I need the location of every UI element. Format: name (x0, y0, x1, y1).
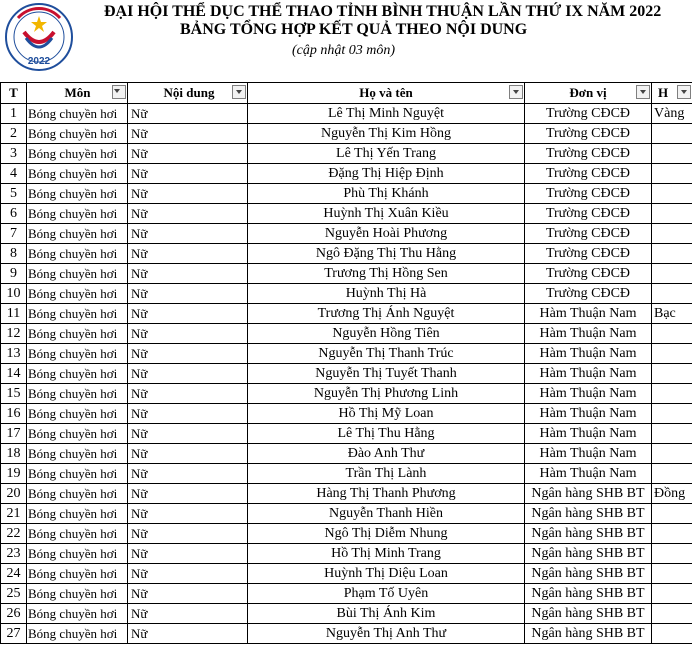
cell-stt[interactable]: 26 (1, 604, 27, 624)
cell-noi-dung[interactable]: Nữ (128, 504, 248, 524)
cell-stt[interactable]: 22 (1, 524, 27, 544)
cell-noi-dung[interactable]: Nữ (128, 104, 248, 124)
cell-noi-dung[interactable]: Nữ (128, 484, 248, 504)
table-row[interactable] (1, 384, 692, 404)
cell-noi-dung[interactable]: Nữ (128, 424, 248, 444)
cell-don-vi[interactable]: Hàm Thuận Nam (525, 404, 652, 424)
cell-don-vi[interactable]: Ngân hàng SHB BT (525, 564, 652, 584)
table-row[interactable] (1, 624, 692, 644)
table-row[interactable] (1, 564, 692, 584)
cell-don-vi[interactable]: Trường CĐCĐ (525, 144, 652, 164)
cell-noi-dung[interactable]: Nữ (128, 304, 248, 324)
cell-noi-dung[interactable]: Nữ (128, 284, 248, 304)
cell-noi-dung[interactable]: Nữ (128, 204, 248, 224)
cell-noi-dung[interactable]: Nữ (128, 224, 248, 244)
cell-mon[interactable]: Bóng chuyền hơi (27, 424, 128, 444)
cell-noi-dung[interactable]: Nữ (128, 464, 248, 484)
cell-stt[interactable]: 24 (1, 564, 27, 584)
cell-mon[interactable]: Bóng chuyền hơi (27, 544, 128, 564)
cell-noi-dung[interactable]: Nữ (128, 564, 248, 584)
cell-mon[interactable]: Bóng chuyền hơi (27, 624, 128, 644)
cell-don-vi[interactable]: Trường CĐCĐ (525, 244, 652, 264)
cell-mon[interactable]: Bóng chuyền hơi (27, 564, 128, 584)
column-header-don-vi[interactable] (525, 83, 652, 104)
table-row[interactable] (1, 344, 692, 364)
column-header-mon[interactable] (27, 83, 128, 104)
cell-huy-chuong[interactable] (652, 184, 692, 204)
cell-ho-ten[interactable]: Phù Thị Khánh (248, 184, 525, 204)
cell-mon[interactable]: Bóng chuyền hơi (27, 604, 128, 624)
results-table (0, 82, 692, 644)
cell-huy-chuong[interactable] (652, 404, 692, 424)
games-logo-icon (4, 2, 74, 72)
table-row[interactable] (1, 104, 692, 124)
cell-don-vi[interactable]: Ngân hàng SHB BT (525, 604, 652, 624)
cell-stt[interactable]: 21 (1, 504, 27, 524)
dropdown-arrow-icon[interactable] (509, 85, 523, 99)
table-row[interactable] (1, 424, 692, 444)
cell-don-vi[interactable]: Hàm Thuận Nam (525, 304, 652, 324)
cell-huy-chuong[interactable] (652, 144, 692, 164)
cell-don-vi[interactable]: Ngân hàng SHB BT (525, 524, 652, 544)
table-row[interactable] (1, 244, 692, 264)
cell-huy-chuong[interactable]: Bạc (652, 304, 692, 324)
cell-don-vi[interactable]: Trường CĐCĐ (525, 224, 652, 244)
cell-noi-dung[interactable]: Nữ (128, 604, 248, 624)
cell-ho-ten[interactable]: Phạm Tố Uyên (248, 584, 525, 604)
cell-noi-dung[interactable]: Nữ (128, 404, 248, 424)
cell-stt[interactable]: 14 (1, 364, 27, 384)
cell-ho-ten[interactable]: Nguyễn Hồng Tiên (248, 324, 525, 344)
cell-don-vi[interactable]: Trường CĐCĐ (525, 184, 652, 204)
cell-noi-dung[interactable]: Nữ (128, 324, 248, 344)
cell-noi-dung[interactable]: Nữ (128, 184, 248, 204)
cell-stt[interactable]: 23 (1, 544, 27, 564)
cell-don-vi[interactable]: Hàm Thuận Nam (525, 444, 652, 464)
table-row[interactable] (1, 464, 692, 484)
cell-mon[interactable]: Bóng chuyền hơi (27, 124, 128, 144)
cell-don-vi[interactable]: Hàm Thuận Nam (525, 324, 652, 344)
cell-don-vi[interactable]: Trường CĐCĐ (525, 284, 652, 304)
cell-noi-dung[interactable]: Nữ (128, 344, 248, 364)
cell-noi-dung[interactable]: Nữ (128, 244, 248, 264)
table-row[interactable] (1, 604, 692, 624)
cell-stt[interactable]: 19 (1, 464, 27, 484)
cell-mon[interactable]: Bóng chuyền hơi (27, 504, 128, 524)
cell-mon[interactable]: Bóng chuyền hơi (27, 104, 128, 124)
column-label: Họ và tên (359, 85, 413, 100)
cell-huy-chuong[interactable] (652, 384, 692, 404)
cell-noi-dung[interactable]: Nữ (128, 144, 248, 164)
cell-don-vi[interactable]: Trường CĐCĐ (525, 264, 652, 284)
cell-ho-ten[interactable]: Trần Thị Lành (248, 464, 525, 484)
cell-don-vi[interactable]: Hàm Thuận Nam (525, 344, 652, 364)
table-row[interactable] (1, 224, 692, 244)
cell-huy-chuong[interactable] (652, 324, 692, 344)
cell-huy-chuong[interactable] (652, 204, 692, 224)
cell-huy-chuong[interactable] (652, 364, 692, 384)
cell-stt[interactable]: 2 (1, 124, 27, 144)
cell-don-vi[interactable]: Ngân hàng SHB BT (525, 544, 652, 564)
cell-huy-chuong[interactable] (652, 464, 692, 484)
table-row[interactable] (1, 504, 692, 524)
cell-mon[interactable]: Bóng chuyền hơi (27, 404, 128, 424)
column-label: H (658, 85, 669, 100)
cell-don-vi[interactable]: Trường CĐCĐ (525, 164, 652, 184)
cell-mon[interactable]: Bóng chuyền hơi (27, 364, 128, 384)
cell-stt[interactable]: 11 (1, 304, 27, 324)
cell-noi-dung[interactable]: Nữ (128, 444, 248, 464)
cell-huy-chuong[interactable] (652, 624, 692, 644)
table-row[interactable] (1, 364, 692, 384)
cell-huy-chuong[interactable] (652, 124, 692, 144)
cell-stt[interactable]: 20 (1, 484, 27, 504)
cell-mon[interactable]: Bóng chuyền hơi (27, 224, 128, 244)
dropdown-arrow-icon[interactable] (636, 85, 650, 99)
table-row[interactable] (1, 264, 692, 284)
cell-huy-chuong[interactable] (652, 584, 692, 604)
cell-noi-dung[interactable]: Nữ (128, 164, 248, 184)
cell-stt[interactable]: 27 (1, 624, 27, 644)
cell-ho-ten[interactable]: Nguyễn Thị Phương Linh (248, 384, 525, 404)
cell-mon[interactable]: Bóng chuyền hơi (27, 144, 128, 164)
cell-mon[interactable]: Bóng chuyền hơi (27, 324, 128, 344)
dropdown-arrow-icon[interactable] (677, 85, 691, 99)
cell-ho-ten[interactable]: Trương Thị Hồng Sen (248, 264, 525, 284)
cell-ho-ten[interactable]: Lê Thị Thu Hằng (248, 424, 525, 444)
cell-huy-chuong[interactable] (652, 344, 692, 364)
filter-active-icon[interactable] (112, 85, 126, 99)
cell-stt[interactable]: 4 (1, 164, 27, 184)
page-subtitle: BẢNG TỔNG HỢP KẾT QUẢ THEO NỘI DUNG (180, 21, 528, 38)
column-label: Nội dung (163, 85, 215, 100)
cell-don-vi[interactable]: Hàm Thuận Nam (525, 464, 652, 484)
cell-mon[interactable]: Bóng chuyền hơi (27, 304, 128, 324)
cell-stt[interactable]: 9 (1, 264, 27, 284)
cell-huy-chuong[interactable] (652, 244, 692, 264)
cell-stt[interactable]: 15 (1, 384, 27, 404)
logo-year: 2022 (27, 56, 51, 67)
cell-huy-chuong[interactable]: Đồng (652, 484, 692, 504)
cell-huy-chuong[interactable] (652, 224, 692, 244)
cell-ho-ten[interactable]: Nguyễn Thị Anh Thư (248, 624, 525, 644)
cell-stt[interactable]: 8 (1, 244, 27, 264)
cell-noi-dung[interactable]: Nữ (128, 544, 248, 564)
cell-ho-ten[interactable]: Huỳnh Thị Diệu Loan (248, 564, 525, 584)
cell-mon[interactable]: Bóng chuyền hơi (27, 464, 128, 484)
cell-stt[interactable]: 10 (1, 284, 27, 304)
cell-don-vi[interactable]: Trường CĐCĐ (525, 124, 652, 144)
column-header-stt[interactable] (1, 83, 27, 104)
cell-stt[interactable]: 16 (1, 404, 27, 424)
table-row[interactable] (1, 444, 692, 464)
cell-stt[interactable]: 13 (1, 344, 27, 364)
cell-mon[interactable]: Bóng chuyền hơi (27, 484, 128, 504)
table-row[interactable] (1, 184, 692, 204)
cell-mon[interactable]: Bóng chuyền hơi (27, 164, 128, 184)
table-row[interactable] (1, 304, 692, 324)
cell-ho-ten[interactable]: Hồ Thị Minh Trang (248, 544, 525, 564)
table-row[interactable] (1, 484, 692, 504)
cell-ho-ten[interactable]: Hồ Thị Mỹ Loan (248, 404, 525, 424)
cell-ho-ten[interactable]: Nguyễn Thanh Hiền (248, 504, 525, 524)
header-row (1, 83, 692, 104)
report-header (0, 0, 692, 82)
cell-noi-dung[interactable]: Nữ (128, 524, 248, 544)
cell-ho-ten[interactable]: Trương Thị Ánh Nguyệt (248, 304, 525, 324)
column-header-noi-dung[interactable] (128, 83, 248, 104)
cell-ho-ten[interactable]: Ngô Đặng Thị Thu Hằng (248, 244, 525, 264)
cell-mon[interactable]: Bóng chuyền hơi (27, 184, 128, 204)
cell-noi-dung[interactable]: Nữ (128, 584, 248, 604)
cell-ho-ten[interactable]: Nguyễn Thị Kim Hồng (248, 124, 525, 144)
cell-ho-ten[interactable]: Ngô Thị Diễm Nhung (248, 524, 525, 544)
cell-huy-chuong[interactable] (652, 424, 692, 444)
cell-ho-ten[interactable]: Hàng Thị Thanh Phương (248, 484, 525, 504)
table-row[interactable] (1, 524, 692, 544)
cell-huy-chuong[interactable] (652, 284, 692, 304)
table-row[interactable] (1, 324, 692, 344)
cell-huy-chuong[interactable] (652, 264, 692, 284)
cell-noi-dung[interactable]: Nữ (128, 624, 248, 644)
cell-stt[interactable]: 17 (1, 424, 27, 444)
cell-mon[interactable]: Bóng chuyền hơi (27, 384, 128, 404)
cell-don-vi[interactable]: Trường CĐCĐ (525, 104, 652, 124)
cell-ho-ten[interactable]: Huỳnh Thị Xuân Kiều (248, 204, 525, 224)
cell-ho-ten[interactable]: Lê Thị Yến Trang (248, 144, 525, 164)
column-label: Môn (64, 85, 91, 100)
update-note: (cập nhật 03 môn) (292, 43, 396, 58)
cell-don-vi[interactable]: Hàm Thuận Nam (525, 384, 652, 404)
column-label: T (9, 85, 18, 100)
cell-noi-dung[interactable]: Nữ (128, 384, 248, 404)
cell-huy-chuong[interactable] (652, 524, 692, 544)
cell-don-vi[interactable]: Hàm Thuận Nam (525, 364, 652, 384)
cell-ho-ten[interactable]: Bùi Thị Ánh Kim (248, 604, 525, 624)
cell-mon[interactable]: Bóng chuyền hơi (27, 204, 128, 224)
cell-huy-chuong[interactable] (652, 544, 692, 564)
cell-ho-ten[interactable]: Nguyễn Thị Tuyết Thanh (248, 364, 525, 384)
cell-noi-dung[interactable]: Nữ (128, 264, 248, 284)
cell-mon[interactable]: Bóng chuyền hơi (27, 524, 128, 544)
cell-don-vi[interactable]: Ngân hàng SHB BT (525, 584, 652, 604)
cell-stt[interactable]: 6 (1, 204, 27, 224)
cell-ho-ten[interactable]: Nguyễn Hoài Phương (248, 224, 525, 244)
cell-huy-chuong[interactable] (652, 604, 692, 624)
cell-mon[interactable]: Bóng chuyền hơi (27, 584, 128, 604)
column-header-ho-ten[interactable] (248, 83, 525, 104)
dropdown-arrow-icon[interactable] (232, 85, 246, 99)
cell-don-vi[interactable]: Ngân hàng SHB BT (525, 504, 652, 524)
cell-stt[interactable]: 12 (1, 324, 27, 344)
cell-ho-ten[interactable]: Nguyễn Thị Thanh Trúc (248, 344, 525, 364)
cell-ho-ten[interactable]: Đặng Thị Hiệp Định (248, 164, 525, 184)
table-row[interactable] (1, 164, 692, 184)
cell-huy-chuong[interactable] (652, 564, 692, 584)
cell-huy-chuong[interactable] (652, 444, 692, 464)
cell-ho-ten[interactable]: Huỳnh Thị Hà (248, 284, 525, 304)
cell-noi-dung[interactable]: Nữ (128, 124, 248, 144)
cell-ho-ten[interactable]: Lê Thị Minh Nguyệt (248, 104, 525, 124)
cell-stt[interactable]: 25 (1, 584, 27, 604)
column-label: Đơn vị (569, 85, 607, 100)
cell-don-vi[interactable]: Ngân hàng SHB BT (525, 484, 652, 504)
cell-mon[interactable]: Bóng chuyền hơi (27, 284, 128, 304)
table-body (1, 104, 692, 644)
cell-mon[interactable]: Bóng chuyền hơi (27, 244, 128, 264)
cell-stt[interactable]: 3 (1, 144, 27, 164)
table-row[interactable] (1, 124, 692, 144)
table-row[interactable] (1, 404, 692, 424)
cell-mon[interactable]: Bóng chuyền hơi (27, 344, 128, 364)
cell-stt[interactable]: 5 (1, 184, 27, 204)
cell-mon[interactable]: Bóng chuyền hơi (27, 264, 128, 284)
cell-stt[interactable]: 7 (1, 224, 27, 244)
table-row[interactable] (1, 544, 692, 564)
page-title: ĐẠI HỘI THỂ DỤC THỂ THAO TỈNH BÌNH THUẬN LẦN THỨ IX NĂM 2022 (104, 3, 662, 20)
cell-huy-chuong[interactable] (652, 164, 692, 184)
cell-don-vi[interactable]: Ngân hàng SHB BT (525, 624, 652, 644)
table-row[interactable] (1, 284, 692, 304)
cell-stt[interactable]: 18 (1, 444, 27, 464)
column-header-huy-chuong[interactable] (652, 83, 692, 104)
table-row[interactable] (1, 584, 692, 604)
table-row[interactable] (1, 204, 692, 224)
cell-huy-chuong[interactable]: Vàng (652, 104, 692, 124)
cell-don-vi[interactable]: Trường CĐCĐ (525, 204, 652, 224)
table-row[interactable] (1, 144, 692, 164)
cell-stt[interactable]: 1 (1, 104, 27, 124)
cell-don-vi[interactable]: Hàm Thuận Nam (525, 424, 652, 444)
cell-mon[interactable]: Bóng chuyền hơi (27, 444, 128, 464)
cell-ho-ten[interactable]: Đào Anh Thư (248, 444, 525, 464)
cell-huy-chuong[interactable] (652, 504, 692, 524)
cell-noi-dung[interactable]: Nữ (128, 364, 248, 384)
